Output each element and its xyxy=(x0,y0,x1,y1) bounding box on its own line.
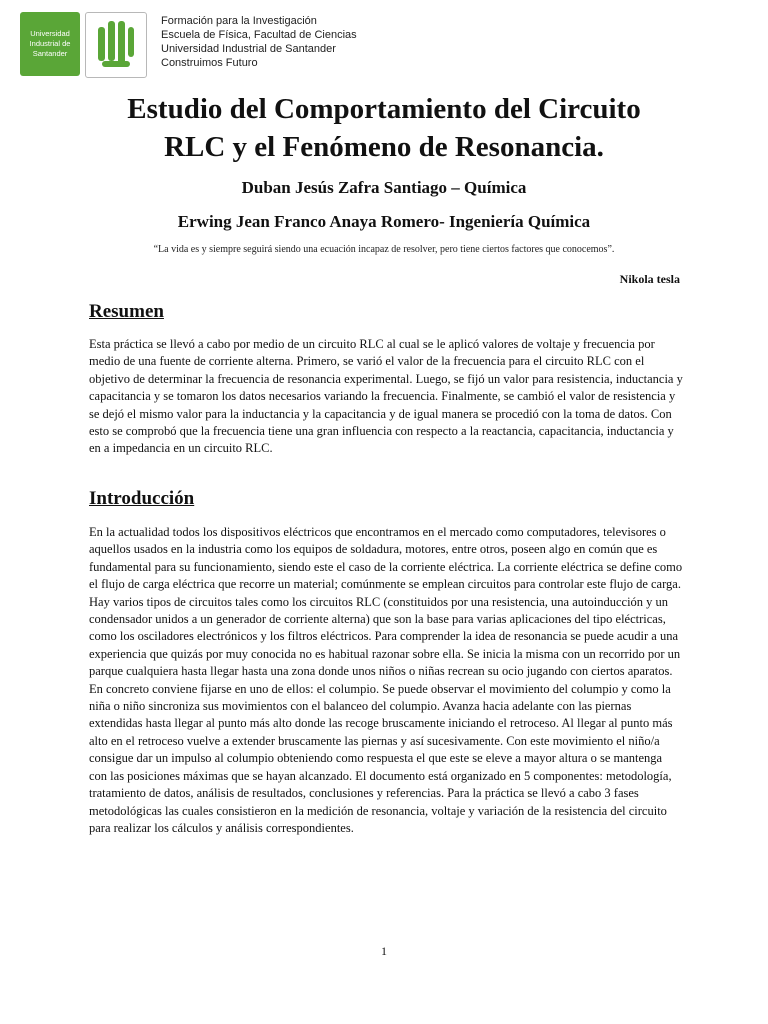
university-logo xyxy=(20,12,80,76)
header-line: Escuela de Física, Facultad de Ciencias xyxy=(161,29,357,41)
logo-text-line: Industrial de xyxy=(29,39,71,48)
page-number: 1 xyxy=(381,944,387,958)
paper-title xyxy=(0,90,768,166)
epigraph-author: Nikola tesla xyxy=(619,272,680,286)
header-line: Construimos Futuro xyxy=(161,57,258,69)
logo-text-line: Universidad xyxy=(30,29,70,38)
author-line: Duban Jesús Zafra Santiago – Química xyxy=(241,178,527,197)
uis-seal-icon xyxy=(85,12,147,78)
section-heading-introduccion: Introducción xyxy=(89,488,195,509)
abstract-paragraph: Esta práctica se llevó a cabo por medio de un circuito RLC al cual se le aplicó valores de voltaje y frecuencia por medio de una fuente de corriente alterna. Primero, se varió el valor de la frecuencia para el circuito RLC con el objetivo de determinar la frecuencia de resonancia experimental. Luego, se fijó un valor para resistencia, inductancia y capacitancia y se tomaron los datos necesarios variando la frecuencia. Finalmente, se cambió el valor de resistencia y se dejó el mismo valor para la inductancia y la capacitancia y de igual manera se procedió con la toma de datos. Con esto se comprobó que la frecuencia tiene una gran influencia con respecto a la reactancia, capacitancia, inductancia y en a impedancia en un circuito RLC. xyxy=(89,337,683,456)
header-line: Universidad Industrial de Santander xyxy=(161,43,336,55)
title-line: RLC y el Fenómeno de Resonancia. xyxy=(164,131,604,163)
introduction-paragraph: En la actualidad todos los dispositivos eléctricos que encontramos en el mercado como computadores, televisores o aquellos usados en la industria como los equipos de soldadura, motores, entre otros, poseen algo en común que es fundamental para su funcionamiento, siendo este el caso de la corriente eléctrica. La corriente eléctrica se define como el flujo de carga eléctrica que recorre un material; comúnmente se emplean circuitos para controlar este flujo de carga. Hay varios tipos de circuitos tales como los circuitos RLC (constituidos por una resistencia, una autoinducción y un condensador unidos a un generador de corriente alterna) que son la base para varias aplicaciones del tipo eléctricas, como los osciladores electrónicos y los filtros eléctricos. Para comprender la idea de resonancia se puede acudir a una experiencia que quizás por muy conocida no es habitual razonar sobre ella. Se inicia la misma con un recorrido por un parque cualquiera hasta llegar hasta una zona donde unos niños o niñas recrean su ocio jugando con ciertos aparatos. En concreto conviene fijarse en uno de ellos: el columpio. Se puede observar el movimiento del columpio y como la niña o niño sincroniza sus movimientos con el balanceo del columpio. Avanza hacia adelante con las piernas extendidas hasta llegar al punto más alto donde las recoge bruscamente iniciando el retroceso. Al llegar al punto más alto en el retroceso vuelve a extender bruscamente las piernas y así sucesivamente. Con este movimiento el niño/a consigue dar un impulso al columpio obteniendo como respuesta el que este se eleve a mayor altura o se mantenga con las posiciones máximas que se hayan alcanzado. El documento está organizado en 5 componentes: metodología, tratamiento de datos, análisis de resultados, conclusiones y referencias. Para la práctica se llevó a cabo 3 fases metodológicas las cuales consistieron en la medición de resonancia, voltaje y variación de la resistencia del circuito para realizar los cálculos y análisis correspondientes. xyxy=(89,525,683,835)
epigraph-quote: “La vida es y siempre seguirá siendo una ecuación incapaz de resolver, pero tiene ciertos factores que conocemos”. xyxy=(153,244,615,255)
title-line: Estudio del Comportamiento del Circuito xyxy=(127,93,641,125)
institution-header xyxy=(20,12,357,78)
author-line: Erwing Jean Franco Anaya Romero- Ingeniería Química xyxy=(177,212,591,231)
header-text-block xyxy=(161,14,357,70)
header-line: Formación para la Investigación xyxy=(161,15,317,27)
section-heading-resumen: Resumen xyxy=(89,301,164,322)
logo-text-line: Santander xyxy=(32,49,68,58)
